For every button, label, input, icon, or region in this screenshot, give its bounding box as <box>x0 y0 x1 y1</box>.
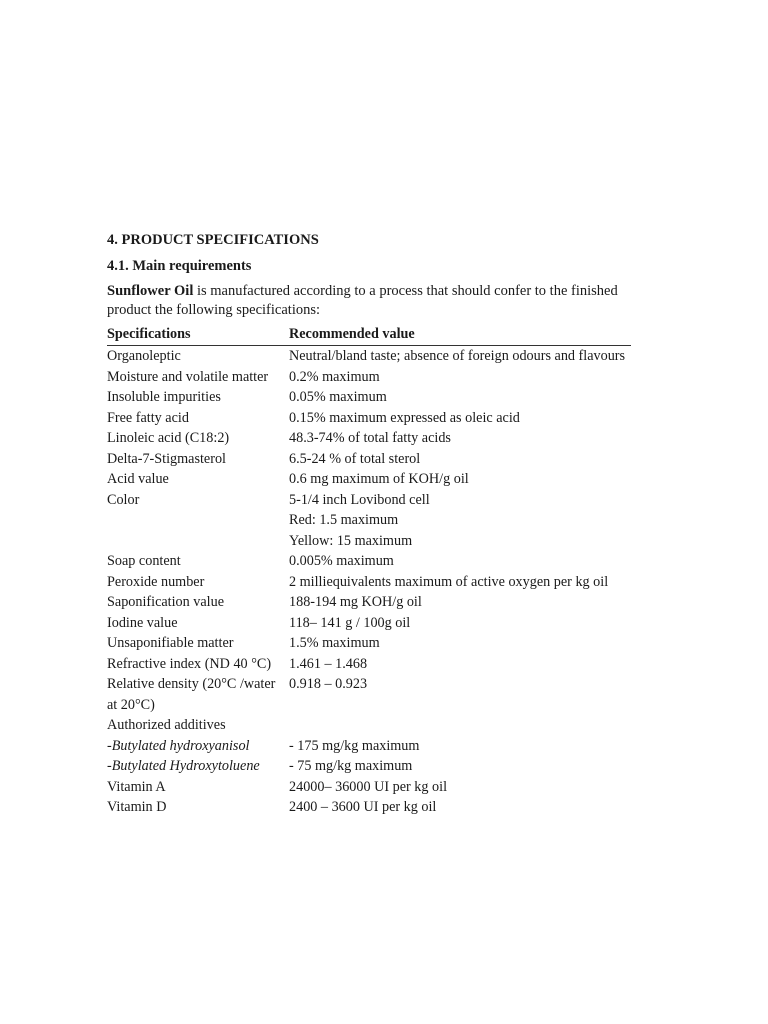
spec-value-cell: 0.05% maximum <box>289 389 387 405</box>
spec-name-cell: Free fatty acid <box>107 409 189 426</box>
spec-name-cell: Peroxide number <box>107 573 205 590</box>
header-recommended-value: Recommended value <box>289 325 631 346</box>
intro-product-name: Sunflower Oil <box>107 283 194 299</box>
document-content <box>107 230 637 818</box>
spec-value-cell: Red: 1.5 maximum <box>289 512 399 528</box>
spec-name-cell: Acid value <box>107 471 169 487</box>
table-row <box>107 633 631 654</box>
spec-name-cell: Vitamin A <box>107 778 166 795</box>
table-row <box>107 736 631 757</box>
spec-value-cell: 188-194 mg KOH/g oil <box>289 594 422 610</box>
table-row <box>107 674 631 715</box>
table-row <box>107 531 631 552</box>
spec-name-cell: Soap content <box>107 553 181 569</box>
spec-value-cell: 2 milliequivalents maximum of active oxygen per kg oil <box>289 573 609 590</box>
spec-name-cell: Refractive index (ND 40 °C) <box>107 655 272 672</box>
spec-value-cell: 1.5% maximum <box>289 635 380 651</box>
table-row <box>107 777 631 798</box>
spec-name-cell: Moisture and volatile matter <box>107 368 269 385</box>
table-row <box>107 346 631 367</box>
spec-value-cell: Yellow: 15 maximum <box>289 532 413 549</box>
spec-name-cell: Vitamin D <box>107 799 167 815</box>
table-row <box>107 510 631 531</box>
spec-name-cell: -Butylated hydroxyanisol <box>107 737 250 754</box>
spec-value-cell: 24000– 36000 UI per kg oil <box>289 778 448 795</box>
spec-name-cell: Iodine value <box>107 614 178 631</box>
spec-name-cell: Relative density (20°C /water at 20°C) <box>107 676 276 713</box>
table-row <box>107 469 631 490</box>
intro-text: is manufactured according to a process that should confer to the finished product the following specifications: <box>107 283 618 318</box>
table-header-row <box>107 325 631 346</box>
spec-value-cell: 48.3-74% of total fatty acids <box>289 430 451 446</box>
spec-name-cell: Organoleptic <box>107 348 181 364</box>
spec-value-cell: 0.918 – 0.923 <box>289 676 368 692</box>
table-row <box>107 756 631 777</box>
spec-name-cell: Authorized additives <box>107 717 226 733</box>
table-body <box>107 346 631 818</box>
section-heading: 4. PRODUCT SPECIFICATIONS <box>107 232 319 248</box>
table-row <box>107 490 631 511</box>
spec-name-cell: Saponification value <box>107 594 225 610</box>
table-row <box>107 572 631 593</box>
table-row <box>107 797 631 818</box>
spec-value-cell <box>289 715 631 736</box>
table-row <box>107 449 631 470</box>
sub-heading: 4.1. Main requirements <box>107 258 252 274</box>
spec-name-cell: -Butylated Hydroxytoluene <box>107 758 260 774</box>
spec-name-cell: Linoleic acid (C18:2) <box>107 430 230 446</box>
table-row <box>107 592 631 613</box>
specifications-table <box>107 325 631 818</box>
spec-value-cell: - 75 mg/kg maximum <box>289 758 413 774</box>
spec-name-cell: Color <box>107 491 140 508</box>
spec-value-cell: 118– 141 g / 100g oil <box>289 614 411 631</box>
table-row <box>107 613 631 634</box>
spec-name-cell: Insoluble impurities <box>107 389 221 405</box>
table-row <box>107 367 631 388</box>
header-specifications: Specifications <box>107 325 289 346</box>
table-row <box>107 715 631 736</box>
table-row <box>107 428 631 449</box>
spec-value-cell: Neutral/bland taste; absence of foreign odours and flavours <box>289 348 626 364</box>
table-row <box>107 408 631 429</box>
table-row <box>107 387 631 408</box>
spec-name-cell <box>107 531 289 552</box>
spec-value-cell: 0.2% maximum <box>289 368 380 385</box>
spec-value-cell: 6.5-24 % of total sterol <box>289 450 421 467</box>
spec-value-cell: - 175 mg/kg maximum <box>289 737 420 754</box>
spec-value-cell: 0.15% maximum expressed as oleic acid <box>289 409 520 426</box>
intro-paragraph <box>107 282 637 320</box>
spec-value-cell: 1.461 – 1.468 <box>289 655 368 672</box>
table-row <box>107 654 631 675</box>
spec-name-cell: Unsaponifiable matter <box>107 635 234 651</box>
table-row <box>107 551 631 572</box>
spec-value-cell: 2400 – 3600 UI per kg oil <box>289 799 437 815</box>
spec-value-cell: 0.005% maximum <box>289 553 394 569</box>
spec-name-cell <box>107 510 289 531</box>
spec-name-cell: Delta-7-Stigmasterol <box>107 450 226 467</box>
spec-value-cell: 0.6 mg maximum of KOH/g oil <box>289 471 469 487</box>
spec-value-cell: 5-1/4 inch Lovibond cell <box>289 491 430 508</box>
